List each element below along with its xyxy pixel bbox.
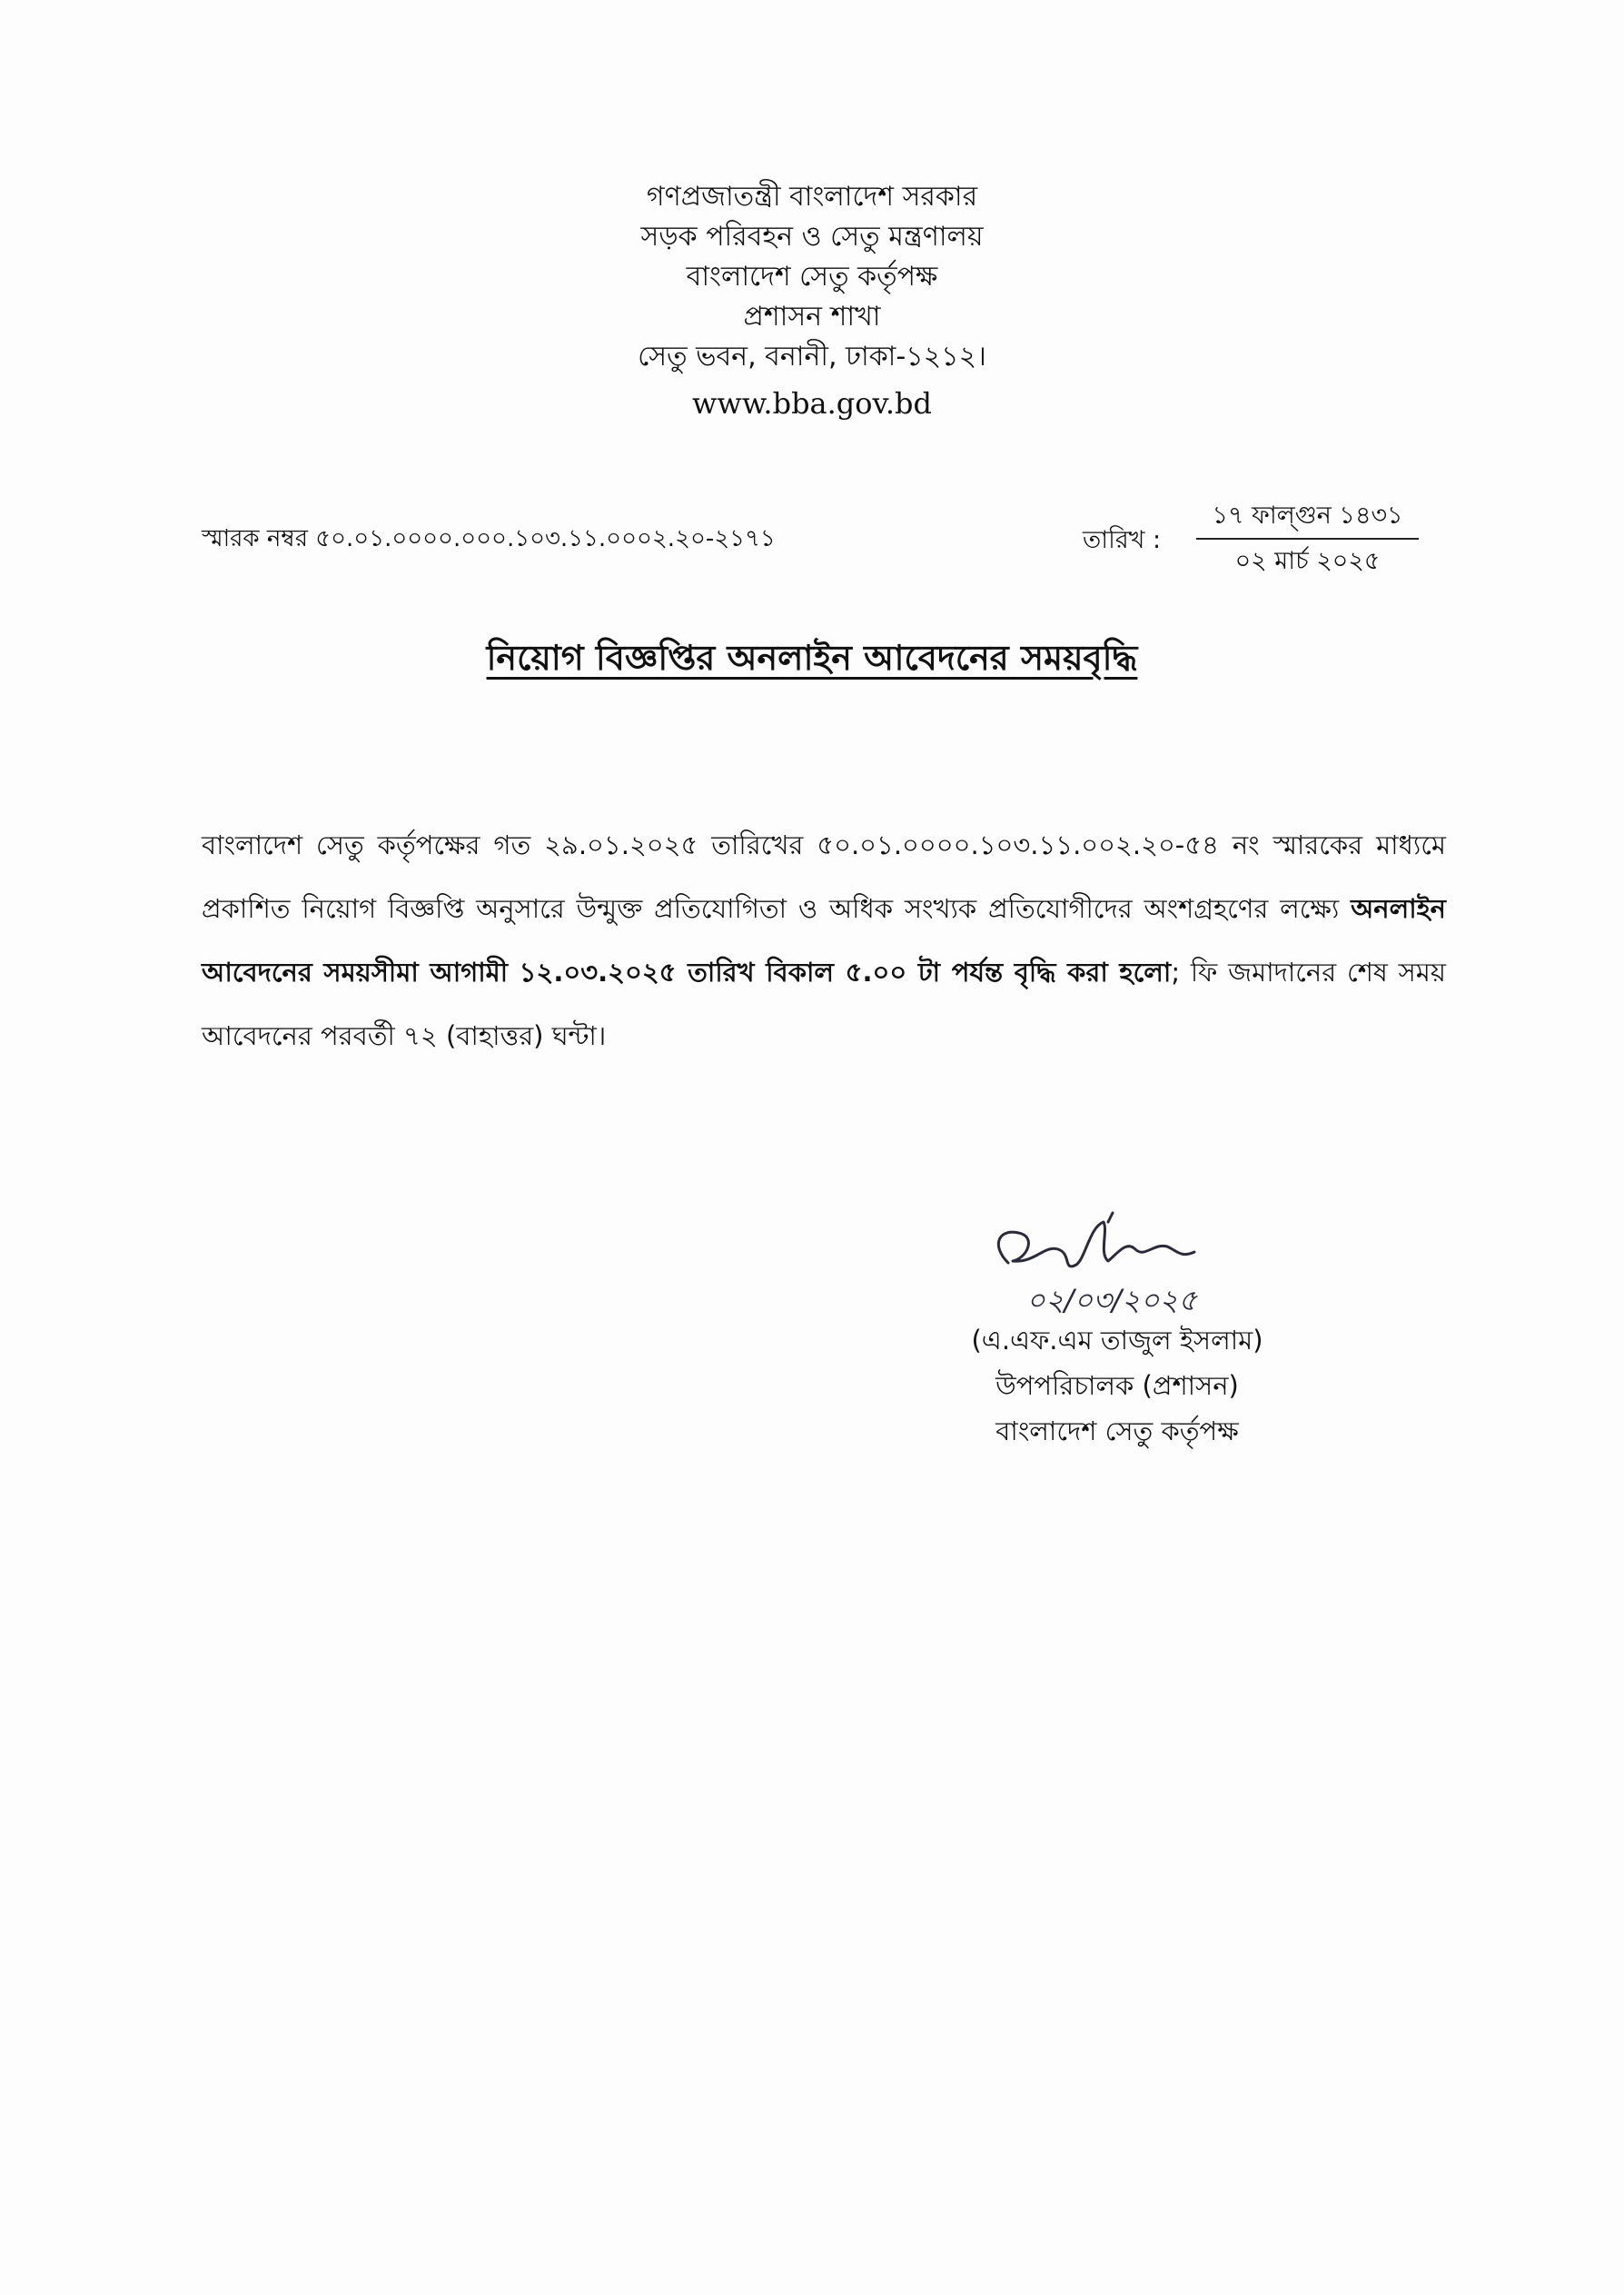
date-gregorian: ০২ মার্চ ২০২৫: [1234, 547, 1381, 575]
notice-title: [0, 631, 1624, 690]
signatory-organization: বাংলাদেশ সেতু কর্তৃপক্ষ: [995, 1416, 1239, 1446]
date-divider: [1196, 538, 1419, 540]
letterhead-website: www.bba.gov.bd: [692, 386, 932, 421]
signatory-designation: উপপরিচালক (প্রশাসন): [995, 1370, 1239, 1401]
body-text-bold: অনলাইন আবেদনের সময়সীমা আগামী ১২.০৩.২০২৫ তারিখ বিকাল ৫.০০ টা পর্যন্ত বৃদ্ধি করা হলো: [202, 893, 1446, 988]
handwritten-signature: [972, 1208, 1272, 1326]
body-text-part2: ; ফি জমাদানের শেষ সময় আবেদনের পরবর্তী ৭২ (বাহাত্তর) ঘন্টা।: [202, 957, 1446, 1051]
notice-body: [202, 813, 1446, 1068]
signature-date: ০২/০৩/২০২৫: [1026, 1283, 1197, 1317]
letterhead-government: গণপ্রজাতন্ত্রী বাংলাদেশ সরকার: [646, 181, 978, 213]
date-block: [1083, 498, 1428, 580]
letterhead-ministry: সড়ক পরিবহন ও সেতু মন্ত্রণালয়: [640, 221, 984, 253]
letterhead-branch: প্রশাসন শাখা: [743, 301, 881, 333]
date-label: তারিখ :: [1083, 526, 1162, 554]
notice-title-text: নিয়োগ বিজ্ঞপ্তির অনলাইন আবেদনের সময়বৃদ্ধি: [486, 638, 1138, 678]
letterhead: [0, 177, 1624, 426]
memo-number: স্মারক নম্বর ৫০.০১.০০০০.০০০.১০৩.১১.০০০২.২০-২১৭১: [202, 525, 776, 552]
signatory-name: (এ.এফ.এম তাজুল ইসলাম): [971, 1325, 1263, 1356]
date-bangla: ১৭ ফাল্গুন ১৪৩১: [1212, 502, 1403, 530]
signatory-block: [872, 1317, 1362, 1454]
letterhead-address: সেতু ভবন, বনানী, ঢাকা-১২১২।: [638, 341, 986, 373]
letterhead-authority: বাংলাদেশ সেতু কর্তৃপক্ষ: [686, 261, 938, 293]
body-text-part1: বাংলাদেশ সেতু কর্তৃপক্ষের গত ২৯.০১.২০২৫ তারিখের ৫০.০১.০০০০.১০৩.১১.০০২.২০-৫৪ নং স্মারকের মাধ্যমে প্রকাশিত নিয়োগ বিজ্ঞপ্তি অনুসারে উন্মুক্ত প্রতিযোগিতা ও অধিক সংখ্যক প্রতিযোগীদের অংশগ্রহণের লক্ষ্যে: [202, 830, 1446, 924]
